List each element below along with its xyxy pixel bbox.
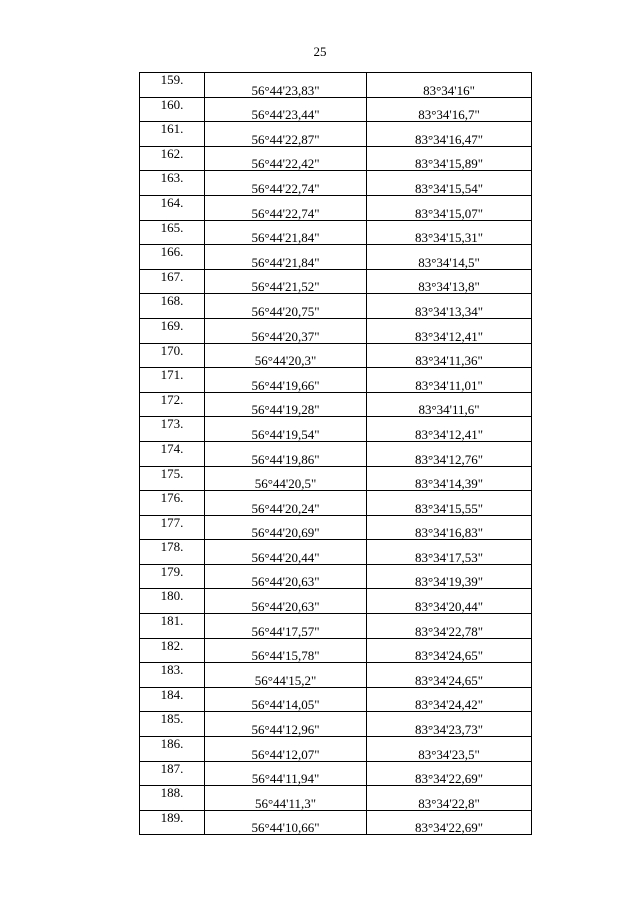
table-row <box>140 294 532 319</box>
table-row <box>140 245 532 270</box>
table-row <box>140 761 532 786</box>
table-row <box>140 146 532 171</box>
point-number-cell: 187. <box>140 761 205 786</box>
latitude-cell: 56°44'20,63" <box>205 589 367 614</box>
longitude-cell: 83°34'15,89" <box>367 146 532 171</box>
point-number-cell: 167. <box>140 269 205 294</box>
table-row <box>140 269 532 294</box>
longitude-cell: 83°34'24,65" <box>367 638 532 663</box>
latitude-cell: 56°44'15,78" <box>205 638 367 663</box>
point-number-cell: 180. <box>140 589 205 614</box>
table-row <box>140 737 532 762</box>
page-number: 25 <box>313 44 327 59</box>
latitude-cell: 56°44'22,42" <box>205 146 367 171</box>
point-number-cell: 159. <box>140 73 205 98</box>
point-number-cell: 177. <box>140 515 205 540</box>
table-row <box>140 687 532 712</box>
point-number-cell: 166. <box>140 245 205 270</box>
point-number-cell: 176. <box>140 491 205 516</box>
longitude-cell: 83°34'15,07" <box>367 195 532 220</box>
longitude-cell: 83°34'16,7" <box>367 97 532 122</box>
longitude-cell: 83°34'22,78" <box>367 614 532 639</box>
coordinates-table-body <box>140 73 532 835</box>
point-number-cell: 164. <box>140 195 205 220</box>
coordinates-table <box>139 72 532 835</box>
table-row <box>140 491 532 516</box>
point-number-cell: 188. <box>140 786 205 811</box>
latitude-cell: 56°44'22,74" <box>205 171 367 196</box>
longitude-cell: 83°34'24,65" <box>367 663 532 688</box>
latitude-cell: 56°44'14,05" <box>205 687 367 712</box>
point-number-cell: 174. <box>140 441 205 466</box>
latitude-cell: 56°44'10,66" <box>205 810 367 835</box>
longitude-cell: 83°34'11,01" <box>367 368 532 393</box>
longitude-cell: 83°34'23,73" <box>367 712 532 737</box>
latitude-cell: 56°44'20,75" <box>205 294 367 319</box>
longitude-cell: 83°34'23,5" <box>367 737 532 762</box>
table-row <box>140 589 532 614</box>
table-row <box>140 441 532 466</box>
longitude-cell: 83°34'24,42" <box>367 687 532 712</box>
latitude-cell: 56°44'22,87" <box>205 122 367 147</box>
latitude-cell: 56°44'20,5" <box>205 466 367 491</box>
latitude-cell: 56°44'20,44" <box>205 540 367 565</box>
table-row <box>140 97 532 122</box>
point-number-cell: 162. <box>140 146 205 171</box>
latitude-cell: 56°44'23,83" <box>205 73 367 98</box>
latitude-cell: 56°44'21,52" <box>205 269 367 294</box>
longitude-cell: 83°34'11,36" <box>367 343 532 368</box>
longitude-cell: 83°34'14,5" <box>367 245 532 270</box>
longitude-cell: 83°34'16" <box>367 73 532 98</box>
table-row <box>140 122 532 147</box>
longitude-cell: 83°34'16,47" <box>367 122 532 147</box>
point-number-cell: 175. <box>140 466 205 491</box>
latitude-cell: 56°44'11,94" <box>205 761 367 786</box>
point-number-cell: 169. <box>140 318 205 343</box>
point-number-cell: 168. <box>140 294 205 319</box>
longitude-cell: 83°34'22,8" <box>367 786 532 811</box>
latitude-cell: 56°44'12,96" <box>205 712 367 737</box>
longitude-cell: 83°34'22,69" <box>367 761 532 786</box>
longitude-cell: 83°34'15,54" <box>367 171 532 196</box>
point-number-cell: 178. <box>140 540 205 565</box>
point-number-cell: 179. <box>140 564 205 589</box>
table-row <box>140 220 532 245</box>
latitude-cell: 56°44'17,57" <box>205 614 367 639</box>
table-row <box>140 343 532 368</box>
table-row <box>140 171 532 196</box>
longitude-cell: 83°34'12,76" <box>367 441 532 466</box>
longitude-cell: 83°34'12,41" <box>367 417 532 442</box>
table-row <box>140 786 532 811</box>
point-number-cell: 160. <box>140 97 205 122</box>
longitude-cell: 83°34'20,44" <box>367 589 532 614</box>
point-number-cell: 181. <box>140 614 205 639</box>
latitude-cell: 56°44'21,84" <box>205 245 367 270</box>
longitude-cell: 83°34'11,6" <box>367 392 532 417</box>
table-row <box>140 466 532 491</box>
latitude-cell: 56°44'15,2" <box>205 663 367 688</box>
latitude-cell: 56°44'19,28" <box>205 392 367 417</box>
latitude-cell: 56°44'11,3" <box>205 786 367 811</box>
table-row <box>140 540 532 565</box>
latitude-cell: 56°44'20,37" <box>205 318 367 343</box>
table-row <box>140 318 532 343</box>
point-number-cell: 171. <box>140 368 205 393</box>
latitude-cell: 56°44'19,54" <box>205 417 367 442</box>
latitude-cell: 56°44'22,74" <box>205 195 367 220</box>
latitude-cell: 56°44'20,3" <box>205 343 367 368</box>
longitude-cell: 83°34'12,41" <box>367 318 532 343</box>
latitude-cell: 56°44'20,69" <box>205 515 367 540</box>
latitude-cell: 56°44'21,84" <box>205 220 367 245</box>
table-row <box>140 417 532 442</box>
table-row <box>140 392 532 417</box>
point-number-cell: 170. <box>140 343 205 368</box>
longitude-cell: 83°34'14,39" <box>367 466 532 491</box>
point-number-cell: 165. <box>140 220 205 245</box>
point-number-cell: 182. <box>140 638 205 663</box>
longitude-cell: 83°34'15,31" <box>367 220 532 245</box>
point-number-cell: 172. <box>140 392 205 417</box>
table-row <box>140 368 532 393</box>
latitude-cell: 56°44'23,44" <box>205 97 367 122</box>
longitude-cell: 83°34'13,34" <box>367 294 532 319</box>
longitude-cell: 83°34'19,39" <box>367 564 532 589</box>
table-row <box>140 663 532 688</box>
table-row <box>140 515 532 540</box>
latitude-cell: 56°44'20,63" <box>205 564 367 589</box>
latitude-cell: 56°44'19,86" <box>205 441 367 466</box>
table-row <box>140 73 532 98</box>
longitude-cell: 83°34'22,69" <box>367 810 532 835</box>
latitude-cell: 56°44'12,07" <box>205 737 367 762</box>
table-row <box>140 195 532 220</box>
point-number-cell: 163. <box>140 171 205 196</box>
point-number-cell: 161. <box>140 122 205 147</box>
point-number-cell: 186. <box>140 737 205 762</box>
longitude-cell: 83°34'16,83" <box>367 515 532 540</box>
table-row <box>140 564 532 589</box>
longitude-cell: 83°34'17,53" <box>367 540 532 565</box>
longitude-cell: 83°34'15,55" <box>367 491 532 516</box>
point-number-cell: 173. <box>140 417 205 442</box>
point-number-cell: 183. <box>140 663 205 688</box>
longitude-cell: 83°34'13,8" <box>367 269 532 294</box>
table-row <box>140 638 532 663</box>
point-number-cell: 184. <box>140 687 205 712</box>
latitude-cell: 56°44'19,66" <box>205 368 367 393</box>
table-row <box>140 614 532 639</box>
table-row <box>140 810 532 835</box>
point-number-cell: 189. <box>140 810 205 835</box>
table-row <box>140 712 532 737</box>
point-number-cell: 185. <box>140 712 205 737</box>
latitude-cell: 56°44'20,24" <box>205 491 367 516</box>
